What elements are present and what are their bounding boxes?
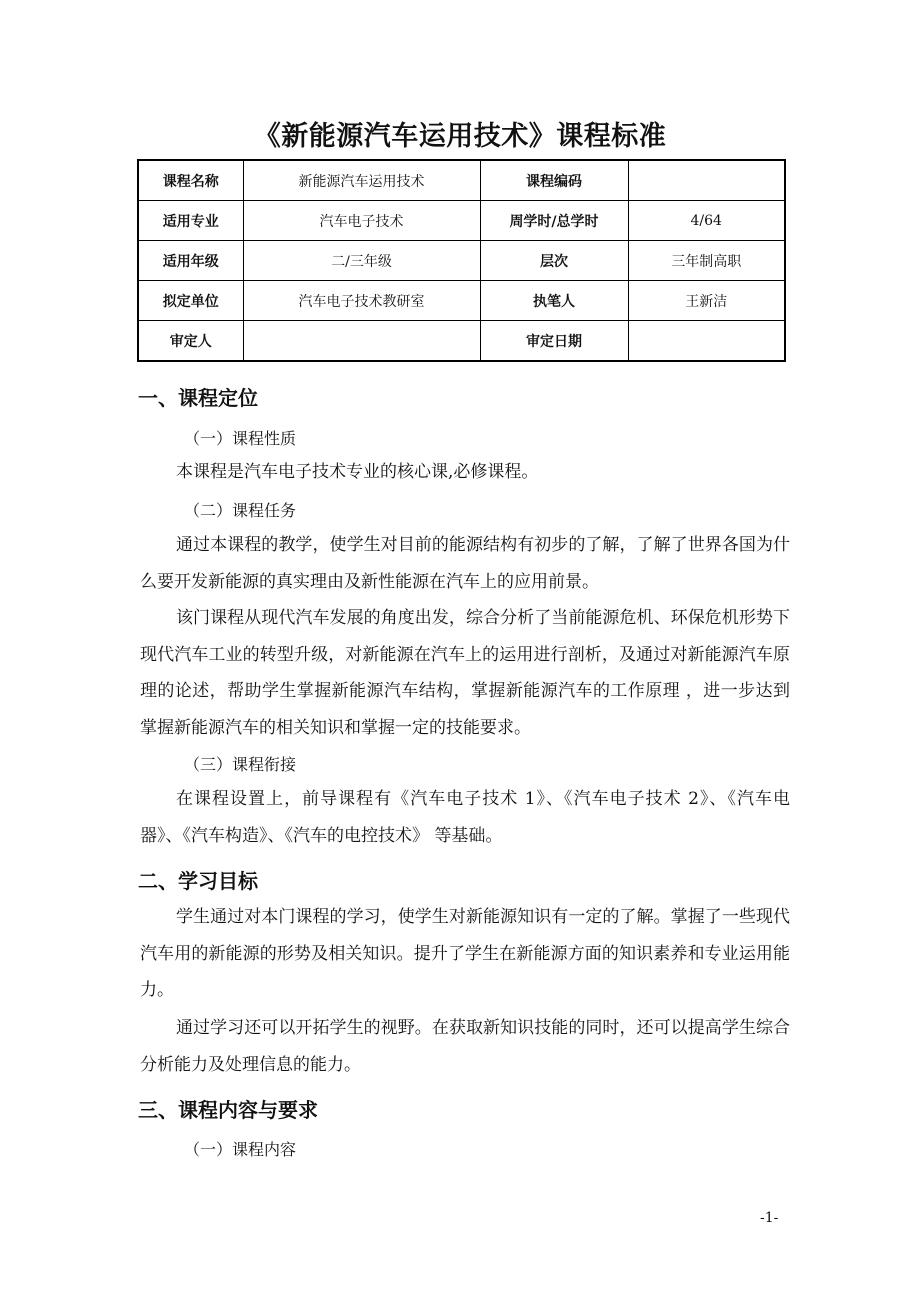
- subheading-course-linkage: （三）课程衔接: [184, 755, 297, 774]
- value-unit: 汽车电子技术教研室: [243, 281, 480, 321]
- paragraph-objectives-1: 学生通过对本门课程的学习，使学生对新能源知识有一定的了解。掌握了一些现代汽车用的新能源的形势及相关知识。提升了学生在新能源方面的知识素养和专业运用能力。: [140, 907, 790, 1000]
- document-title: 《新能源汽车运用技术》课程标准: [253, 121, 667, 152]
- table-row: [138, 160, 785, 201]
- label-unit: 拟定单位: [138, 281, 243, 321]
- course-info-table: [137, 159, 786, 362]
- table-row: [138, 241, 785, 281]
- subheading-course-nature: （一）课程性质: [184, 429, 297, 448]
- label-author: 执笔人: [480, 281, 628, 321]
- section-heading-positioning: 一、课程定位: [138, 386, 258, 410]
- value-reviewer: [243, 321, 480, 362]
- page-number: -1-: [760, 1210, 779, 1226]
- label-grade: 适用年级: [138, 241, 243, 281]
- value-course-name: 新能源汽车运用技术: [243, 160, 480, 201]
- subheading-course-task: （二）课程任务: [184, 501, 297, 520]
- label-major: 适用专业: [138, 201, 243, 241]
- label-hours: 周学时/总学时: [480, 201, 628, 241]
- paragraph-course-linkage: 在课程设置上，前导课程有《汽车电子技术 1》、《汽车电子技术 2》、《汽车电器》、《汽车构造》、《汽车的电控技术》 等基础。: [140, 789, 790, 846]
- value-hours: 4/64: [628, 201, 785, 241]
- label-level: 层次: [480, 241, 628, 281]
- section-heading-objectives: 二、学习目标: [138, 869, 258, 893]
- subheading-course-content: （一）课程内容: [184, 1140, 297, 1159]
- value-grade: 二/三年级: [243, 241, 480, 281]
- label-course-code: 课程编码: [480, 160, 628, 201]
- label-course-name: 课程名称: [138, 160, 243, 201]
- value-level: 三年制高职: [628, 241, 785, 281]
- paragraph-course-overview: 该门课程从现代汽车发展的角度出发，综合分析了当前能源危机、环保危机形势下现代汽车工业的转型升级，对新能源在汽车上的运用进行剖析，及通过对新能源汽车原理的论述，帮助学生掌握新能源汽车结构，掌握新能源汽车的工作原理 ，进一步达到掌握新能源汽车的相关知识和掌握一定的技能要求。: [140, 608, 790, 738]
- label-review-date: 审定日期: [480, 321, 628, 362]
- value-review-date: [628, 321, 785, 362]
- value-major: 汽车电子技术: [243, 201, 480, 241]
- paragraph-objectives-2: 通过学习还可以开拓学生的视野。在获取新知识技能的同时，还可以提高学生综合分析能力及处理信息的能力。: [140, 1018, 790, 1075]
- paragraph-course-task: 通过本课程的教学，使学生对目前的能源结构有初步的了解，了解了世界各国为什么要开发新能源的真实理由及新性能源在汽车上的应用前景。: [140, 535, 790, 592]
- table-row: [138, 201, 785, 241]
- value-course-code: [628, 160, 785, 201]
- table-row: [138, 321, 785, 362]
- paragraph-course-nature: 本课程是汽车电子技术专业的核心课,必修课程。: [176, 462, 539, 482]
- section-heading-content: 三、课程内容与要求: [138, 1098, 318, 1122]
- value-author: 王新洁: [628, 281, 785, 321]
- table-row: [138, 281, 785, 321]
- label-reviewer: 审定人: [138, 321, 243, 362]
